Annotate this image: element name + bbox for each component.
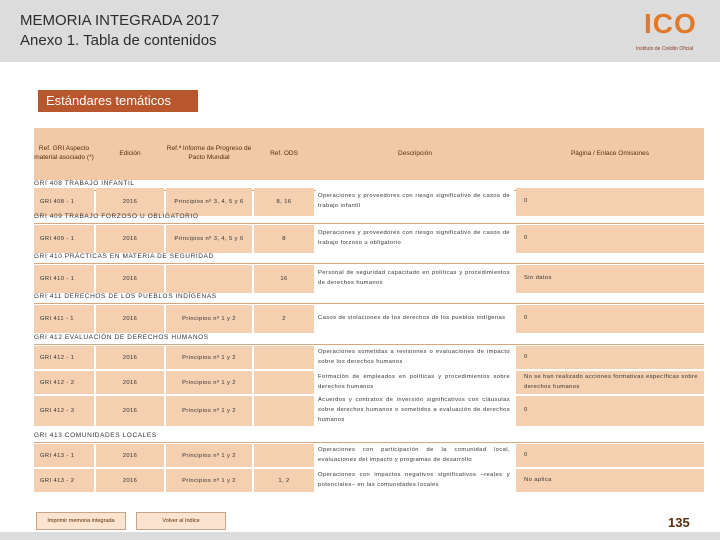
- section-title: GRI 410 PRÁCTICAS EN MATERIA DE SEGURIDAD: [34, 253, 704, 264]
- ods-cell: 8, 16: [254, 188, 314, 216]
- table-row: [34, 265, 704, 293]
- pacto-cell: Principios nº 3, 4, 5 y 6: [166, 188, 252, 216]
- pacto-cell: Principios nº 3, 4, 5 y 6: [166, 225, 252, 253]
- ods-cell: 16: [254, 265, 314, 293]
- header-edicion: Edición: [119, 149, 141, 157]
- table-row: [34, 225, 704, 253]
- edition-cell: 2016: [96, 265, 164, 293]
- description-cell: Operaciones con impactos negativos significativos –reales y potenciales– en las comunidades locales: [316, 469, 514, 492]
- section-title: GRI 409 TRABAJO FORZOSO U OBLIGATORIO: [34, 213, 704, 224]
- edition-cell: 2016: [96, 371, 164, 394]
- pacto-cell: Principios nº 1 y 2: [166, 469, 252, 492]
- ods-cell: [254, 396, 314, 426]
- gri-ref-cell: GRI 411 - 1: [34, 305, 94, 333]
- section-title: GRI 413 COMUNIDADES LOCALES: [34, 432, 704, 443]
- description-cell: Casos de violaciones de los derechos de los pueblos indígenas: [316, 305, 514, 333]
- edition-cell: 2016: [96, 225, 164, 253]
- table-row: [34, 305, 704, 333]
- table-row: [34, 469, 704, 492]
- ico-logo: [630, 6, 716, 58]
- header-ref-gri: Ref. GRI Aspecto material asociado (*): [34, 145, 94, 161]
- table-row: [34, 188, 704, 216]
- edition-cell: 2016: [96, 188, 164, 216]
- table-header-row: [34, 128, 704, 180]
- pacto-cell: [166, 265, 252, 293]
- page-cell[interactable]: No se han realizado acciones formativas específicas sobre derechos humanos: [516, 371, 704, 394]
- description-cell: Acuerdos y contratos de inversión significativos con cláusulas sobre derechos humanos o sometidos a evaluación de derechos humanos: [316, 396, 514, 426]
- table-row: [34, 371, 704, 394]
- pacto-cell: Principios nº 1 y 2: [166, 396, 252, 426]
- ods-cell: [254, 444, 314, 467]
- section-title: GRI 412 EVALUACIÓN DE DERECHOS HUMANOS: [34, 334, 704, 345]
- edition-cell: 2016: [96, 305, 164, 333]
- header-pagina: Página / Enlace Omisiones: [570, 149, 650, 157]
- footer-bar: [0, 532, 720, 540]
- description-cell: Operaciones y proveedores con riesgo significativo de casos de trabajo infantil: [316, 188, 514, 216]
- edition-cell: 2016: [96, 469, 164, 492]
- pacto-cell: Principios nº 1 y 2: [166, 371, 252, 394]
- page-cell[interactable]: 0: [516, 188, 704, 216]
- pacto-cell: Principios nº 1 y 2: [166, 444, 252, 467]
- ods-cell: [254, 371, 314, 394]
- header-bar: [0, 0, 720, 62]
- document-subtitle: Anexo 1. Tabla de contenidos: [20, 32, 217, 49]
- back-to-index-button[interactable]: Volver al índice: [136, 512, 226, 530]
- page-number: 135: [668, 515, 690, 530]
- description-cell: Operaciones sometidas a revisiones o evaluaciones de impacto sobre los derechos humanos: [316, 346, 514, 369]
- gri-ref-cell: GRI 412 - 3: [34, 396, 94, 426]
- section-title: GRI 411 DERECHOS DE LOS PUEBLOS INDÍGENAS: [34, 293, 704, 304]
- gri-ref-cell: GRI 412 - 1: [34, 346, 94, 369]
- edition-cell: 2016: [96, 346, 164, 369]
- page-cell[interactable]: 0: [516, 305, 704, 333]
- ods-cell: 2: [254, 305, 314, 333]
- table-row: [34, 396, 704, 426]
- description-cell: Operaciones y proveedores con riesgo significativo de casos de trabajo forzoso u obligatorio: [316, 225, 514, 253]
- gri-ref-cell: GRI 409 - 1: [34, 225, 94, 253]
- page-cell[interactable]: 0: [516, 444, 704, 467]
- section-tab-estandares[interactable]: Estándares temáticos: [38, 90, 198, 112]
- page-cell[interactable]: Sin datos: [516, 265, 704, 293]
- edition-cell: 2016: [96, 396, 164, 426]
- gri-ref-cell: GRI 413 - 2: [34, 469, 94, 492]
- document-title: MEMORIA INTEGRADA 2017: [20, 12, 220, 29]
- gri-ref-cell: GRI 412 - 2: [34, 371, 94, 394]
- logo-letters: ICO: [644, 8, 697, 39]
- ods-cell: [254, 346, 314, 369]
- description-cell: Formación de empleados en políticas y procedimientos sobre derechos humanos: [316, 371, 514, 394]
- gri-ref-cell: GRI 413 - 1: [34, 444, 94, 467]
- table-row: [34, 346, 704, 369]
- ods-cell: 1, 2: [254, 469, 314, 492]
- header-pacto-mundial: Ref.ª Informe de Progreso de Pacto Mundial: [166, 145, 252, 161]
- gri-ref-cell: GRI 410 - 1: [34, 265, 94, 293]
- logo-caption: Instituto de Crédito Oficial: [636, 46, 694, 52]
- page-cell[interactable]: 0: [516, 396, 704, 426]
- edition-cell: 2016: [96, 444, 164, 467]
- gri-ref-cell: GRI 408 - 1: [34, 188, 94, 216]
- print-report-button[interactable]: Imprimir memoria integrada: [36, 512, 126, 530]
- header-ods: Ref. ODS: [270, 149, 298, 157]
- page-cell[interactable]: 0: [516, 225, 704, 253]
- pacto-cell: Principios nº 1 y 2: [166, 346, 252, 369]
- table-row: [34, 444, 704, 467]
- pacto-cell: Principios nº 1 y 2: [166, 305, 252, 333]
- section-title: GRI 408 TRABAJO INFANTIL: [34, 180, 704, 191]
- header-descripcion: Descripción: [398, 149, 432, 157]
- page-cell[interactable]: No aplica: [516, 469, 704, 492]
- description-cell: Personal de seguridad capacitado en políticas y procedimientos de derechos humanos: [316, 265, 514, 293]
- description-cell: Operaciones con participación de la comunidad local, evaluaciones del impacto y programas de desarrollo: [316, 444, 514, 467]
- page-cell[interactable]: 0: [516, 346, 704, 369]
- ods-cell: 8: [254, 225, 314, 253]
